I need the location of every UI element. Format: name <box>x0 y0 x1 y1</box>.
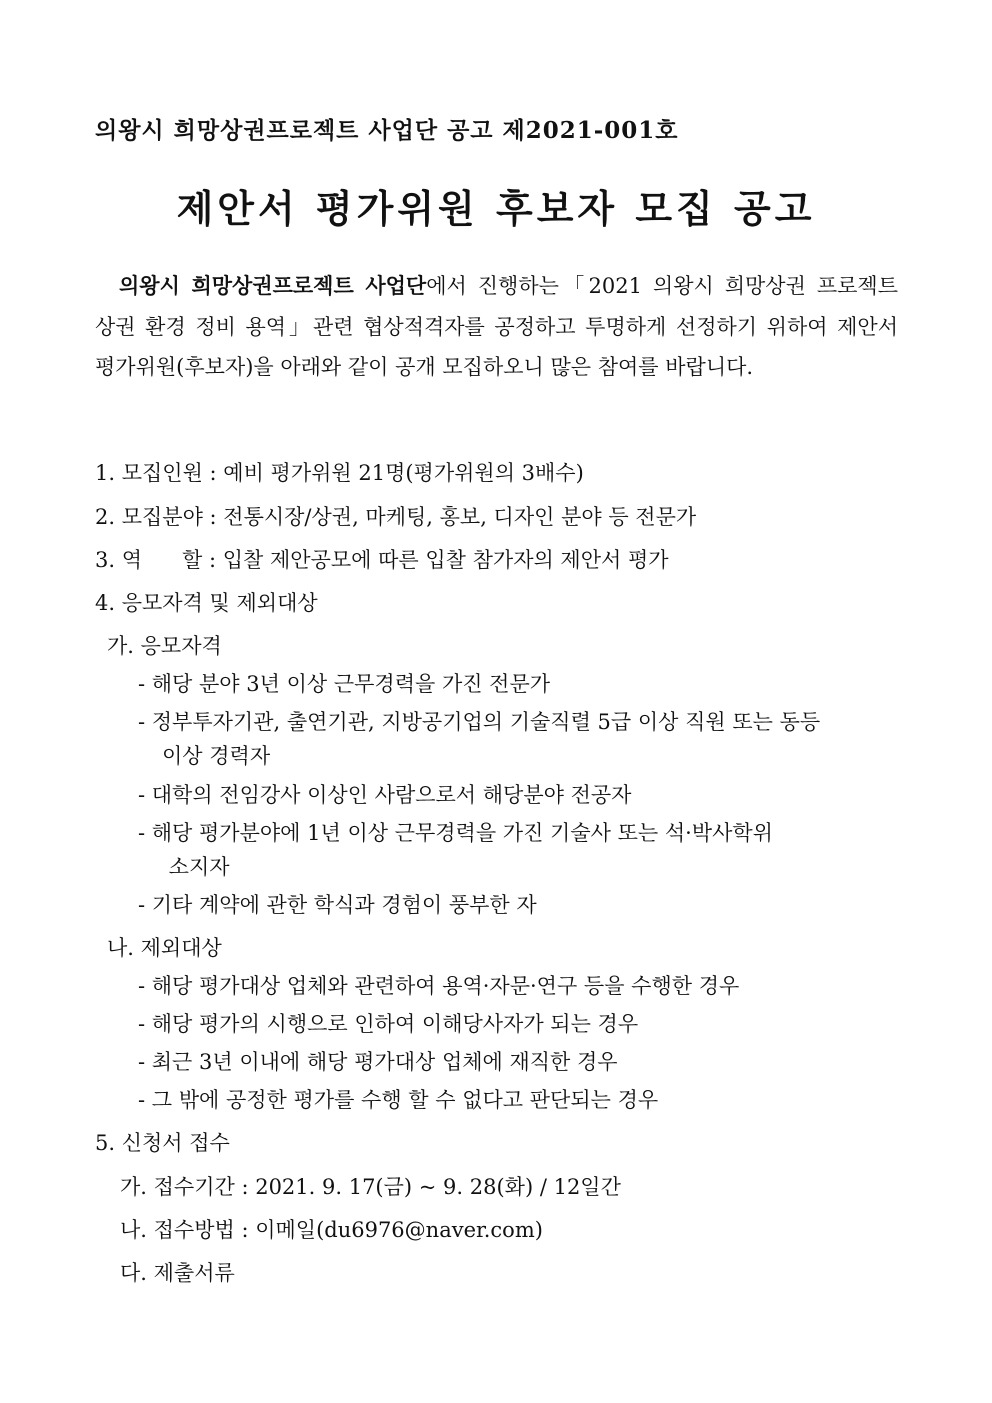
qualification-item: - 대학의 전임강사 이상인 사람으로서 해당분야 전공자 <box>138 783 632 807</box>
submission-documents: 다. 제출서류 <box>120 1261 235 1285</box>
page-title: 제안서 평가위원 후보자 모집 공고 <box>176 186 816 231</box>
application-period: 가. 접수기간 : 2021. 9. 17(금) ~ 9. 28(화) / 12일간 <box>120 1175 621 1199</box>
intro-paragraph <box>95 266 898 388</box>
item-role-value: : 입찰 제안공모에 따른 입찰 참가자의 제안서 평가 <box>202 548 669 572</box>
item-recruit-field: 2. 모집분야 : 전통시장/상권, 마케팅, 홍보, 디자인 분야 등 전문가 <box>95 505 697 529</box>
exclusion-item: - 그 밖에 공정한 평가를 수행 할 수 없다고 판단되는 경우 <box>138 1088 659 1112</box>
qualification-item: - 해당 평가분야에 1년 이상 근무경력을 가진 기술사 또는 석·박사학위 <box>138 821 773 845</box>
intro-organization: 의왕시 희망상권프로젝트 사업단 <box>119 273 427 298</box>
sub-qualification-heading: 가. 응모자격 <box>107 634 222 658</box>
qualification-item-continued: 소지자 <box>162 855 230 879</box>
qualification-item: - 정부투자기관, 출연기관, 지방공기업의 기술직렬 5급 이상 직원 또는 동등 <box>138 710 821 734</box>
item-qualification-heading: 4. 응모자격 및 제외대상 <box>95 591 318 615</box>
qualification-item: - 해당 분야 3년 이상 근무경력을 가진 전문가 <box>138 672 551 696</box>
sub-exclusion-heading: 나. 제외대상 <box>107 936 222 960</box>
item-role-label: 3. 역 할 <box>95 548 203 572</box>
item-recruit-count: 1. 모집인원 : 예비 평가위원 21명(평가위원의 3배수) <box>95 461 584 485</box>
exclusion-item: - 해당 평가대상 업체와 관련하여 용역·자문·연구 등을 수행한 경우 <box>138 974 740 998</box>
exclusion-item: - 해당 평가의 시행으로 인하여 이해당사자가 되는 경우 <box>138 1012 639 1036</box>
item-role <box>95 546 669 574</box>
exclusion-item: - 최근 3년 이내에 해당 평가대상 업체에 재직한 경우 <box>138 1050 618 1074</box>
intro-text: 에서 진행하는「2021 의왕시 희망상권 프로젝트 상권 환경 정비 용역」관련 협상적격자를 공정하고 투명하게 선정하기 위하여 제안서 평가위원(후보자)을 아래와 같이 공개 모집하오니 많은 참여를 바랍니다. <box>95 274 898 379</box>
item-application-heading: 5. 신청서 접수 <box>95 1131 230 1155</box>
notice-number-header: 의왕시 희망상권프로젝트 사업단 공고 제2021-001호 <box>95 117 679 144</box>
qualification-item: - 기타 계약에 관한 학식과 경험이 풍부한 자 <box>138 893 537 917</box>
application-method: 나. 접수방법 : 이메일(du6976@naver.com) <box>120 1218 543 1242</box>
qualification-item-continued: 이상 경력자 <box>162 744 271 768</box>
